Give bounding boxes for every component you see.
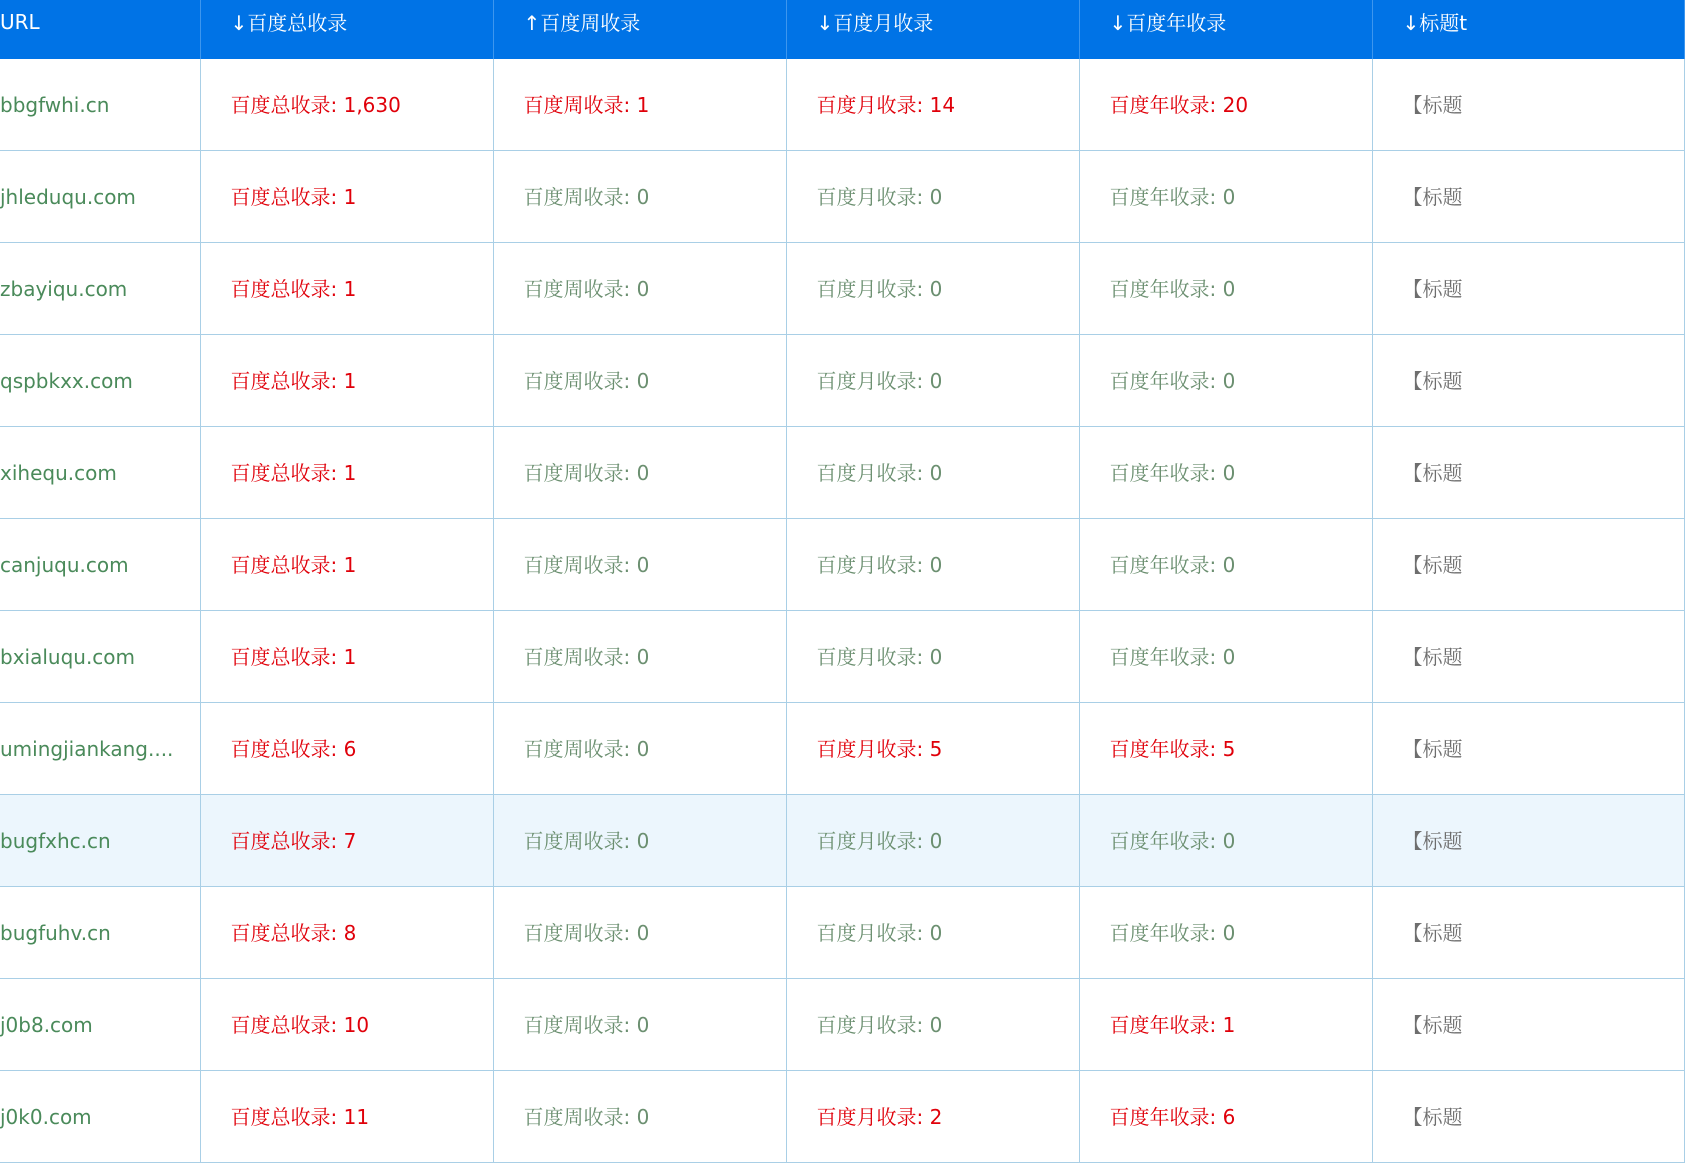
table-row[interactable] <box>0 887 1684 979</box>
cell-baidu-year: 百度年收录: 0 <box>1079 427 1372 519</box>
cell-title: 【标题 <box>1372 979 1684 1071</box>
cell-baidu-week: 百度周收录: 0 <box>493 611 786 703</box>
cell-baidu-month: 百度月收录: 0 <box>786 335 1079 427</box>
cell-title: 【标题 <box>1372 335 1684 427</box>
cell-baidu-week: 百度周收录: 0 <box>493 151 786 243</box>
table-row[interactable] <box>0 59 1684 151</box>
cell-baidu-week: 百度周收录: 0 <box>493 335 786 427</box>
cell-baidu-total: 百度总收录: 6 <box>200 703 493 795</box>
cell-baidu-week: 百度周收录: 0 <box>493 795 786 887</box>
cell-url-link[interactable]: bxialuqu.com <box>0 611 200 703</box>
cell-title: 【标题 <box>1372 611 1684 703</box>
column-header-baidu-year[interactable]: ↓百度年收录 <box>1079 0 1372 59</box>
cell-url-link[interactable]: qspbkxx.com <box>0 335 200 427</box>
column-header-title[interactable]: ↓标题t <box>1372 0 1684 59</box>
cell-title: 【标题 <box>1372 1071 1684 1163</box>
cell-url-link[interactable]: zbayiqu.com <box>0 243 200 335</box>
table-row[interactable] <box>0 703 1684 795</box>
cell-baidu-month: 百度月收录: 5 <box>786 703 1079 795</box>
cell-baidu-year: 百度年收录: 1 <box>1079 979 1372 1071</box>
cell-baidu-week: 百度周收录: 0 <box>493 243 786 335</box>
cell-baidu-year: 百度年收录: 0 <box>1079 611 1372 703</box>
cell-baidu-year: 百度年收录: 0 <box>1079 151 1372 243</box>
cell-title: 【标题 <box>1372 887 1684 979</box>
cell-baidu-year: 百度年收录: 6 <box>1079 1071 1372 1163</box>
cell-title: 【标题 <box>1372 243 1684 335</box>
cell-baidu-year: 百度年收录: 0 <box>1079 335 1372 427</box>
cell-baidu-month: 百度月收录: 0 <box>786 151 1079 243</box>
table-header-row <box>0 0 1684 59</box>
cell-url-link[interactable]: bugfxhc.cn <box>0 795 200 887</box>
cell-url-link[interactable]: jhleduqu.com <box>0 151 200 243</box>
cell-url-link[interactable]: canjuqu.com <box>0 519 200 611</box>
cell-baidu-total: 百度总收录: 7 <box>200 795 493 887</box>
table-row[interactable] <box>0 611 1684 703</box>
cell-title: 【标题 <box>1372 427 1684 519</box>
cell-baidu-week: 百度周收录: 0 <box>493 1071 786 1163</box>
cell-baidu-year: 百度年收录: 5 <box>1079 703 1372 795</box>
cell-baidu-month: 百度月收录: 0 <box>786 887 1079 979</box>
table-row[interactable] <box>0 979 1684 1071</box>
cell-title: 【标题 <box>1372 151 1684 243</box>
cell-baidu-month: 百度月收录: 14 <box>786 59 1079 151</box>
cell-url-link[interactable]: umingjiankang.... <box>0 703 200 795</box>
column-header-baidu-week[interactable]: ↑百度周收录 <box>493 0 786 59</box>
cell-baidu-total: 百度总收录: 10 <box>200 979 493 1071</box>
cell-baidu-month: 百度月收录: 0 <box>786 427 1079 519</box>
cell-baidu-total: 百度总收录: 1 <box>200 243 493 335</box>
cell-baidu-total: 百度总收录: 8 <box>200 887 493 979</box>
cell-baidu-month: 百度月收录: 0 <box>786 519 1079 611</box>
cell-baidu-total: 百度总收录: 1 <box>200 611 493 703</box>
table-row[interactable] <box>0 151 1684 243</box>
cell-baidu-month: 百度月收录: 2 <box>786 1071 1079 1163</box>
cell-baidu-year: 百度年收录: 0 <box>1079 887 1372 979</box>
cell-baidu-month: 百度月收录: 0 <box>786 611 1079 703</box>
table-body <box>0 59 1684 1163</box>
cell-baidu-year: 百度年收录: 0 <box>1079 795 1372 887</box>
cell-url-link[interactable]: xihequ.com <box>0 427 200 519</box>
column-header-baidu-month[interactable]: ↓百度月收录 <box>786 0 1079 59</box>
cell-baidu-week: 百度周收录: 0 <box>493 427 786 519</box>
cell-baidu-year: 百度年收录: 20 <box>1079 59 1372 151</box>
cell-baidu-total: 百度总收录: 1 <box>200 335 493 427</box>
cell-baidu-total: 百度总收录: 1 <box>200 151 493 243</box>
table-row[interactable] <box>0 335 1684 427</box>
cell-baidu-month: 百度月收录: 0 <box>786 795 1079 887</box>
cell-baidu-year: 百度年收录: 0 <box>1079 519 1372 611</box>
cell-baidu-total: 百度总收录: 1 <box>200 519 493 611</box>
cell-baidu-total: 百度总收录: 1 <box>200 427 493 519</box>
cell-baidu-week: 百度周收录: 1 <box>493 59 786 151</box>
cell-baidu-total: 百度总收录: 11 <box>200 1071 493 1163</box>
table-row[interactable] <box>0 427 1684 519</box>
table-row[interactable] <box>0 243 1684 335</box>
cell-title: 【标题 <box>1372 795 1684 887</box>
cell-baidu-week: 百度周收录: 0 <box>493 979 786 1071</box>
cell-url-link[interactable]: j0k0.com <box>0 1071 200 1163</box>
cell-title: 【标题 <box>1372 59 1684 151</box>
column-header-url[interactable]: URL <box>0 0 200 59</box>
table-row[interactable] <box>0 519 1684 611</box>
cell-url-link[interactable]: bbgfwhi.cn <box>0 59 200 151</box>
cell-baidu-total: 百度总收录: 1,630 <box>200 59 493 151</box>
cell-title: 【标题 <box>1372 703 1684 795</box>
cell-url-link[interactable]: j0b8.com <box>0 979 200 1071</box>
table-row[interactable] <box>0 1071 1684 1163</box>
cell-baidu-week: 百度周收录: 0 <box>493 887 786 979</box>
table-row[interactable] <box>0 795 1684 887</box>
cell-baidu-week: 百度周收录: 0 <box>493 519 786 611</box>
cell-baidu-year: 百度年收录: 0 <box>1079 243 1372 335</box>
cell-baidu-month: 百度月收录: 0 <box>786 243 1079 335</box>
cell-url-link[interactable]: bugfuhv.cn <box>0 887 200 979</box>
cell-baidu-month: 百度月收录: 0 <box>786 979 1079 1071</box>
column-header-baidu-total[interactable]: ↓百度总收录 <box>200 0 493 59</box>
cell-baidu-week: 百度周收录: 0 <box>493 703 786 795</box>
cell-title: 【标题 <box>1372 519 1684 611</box>
